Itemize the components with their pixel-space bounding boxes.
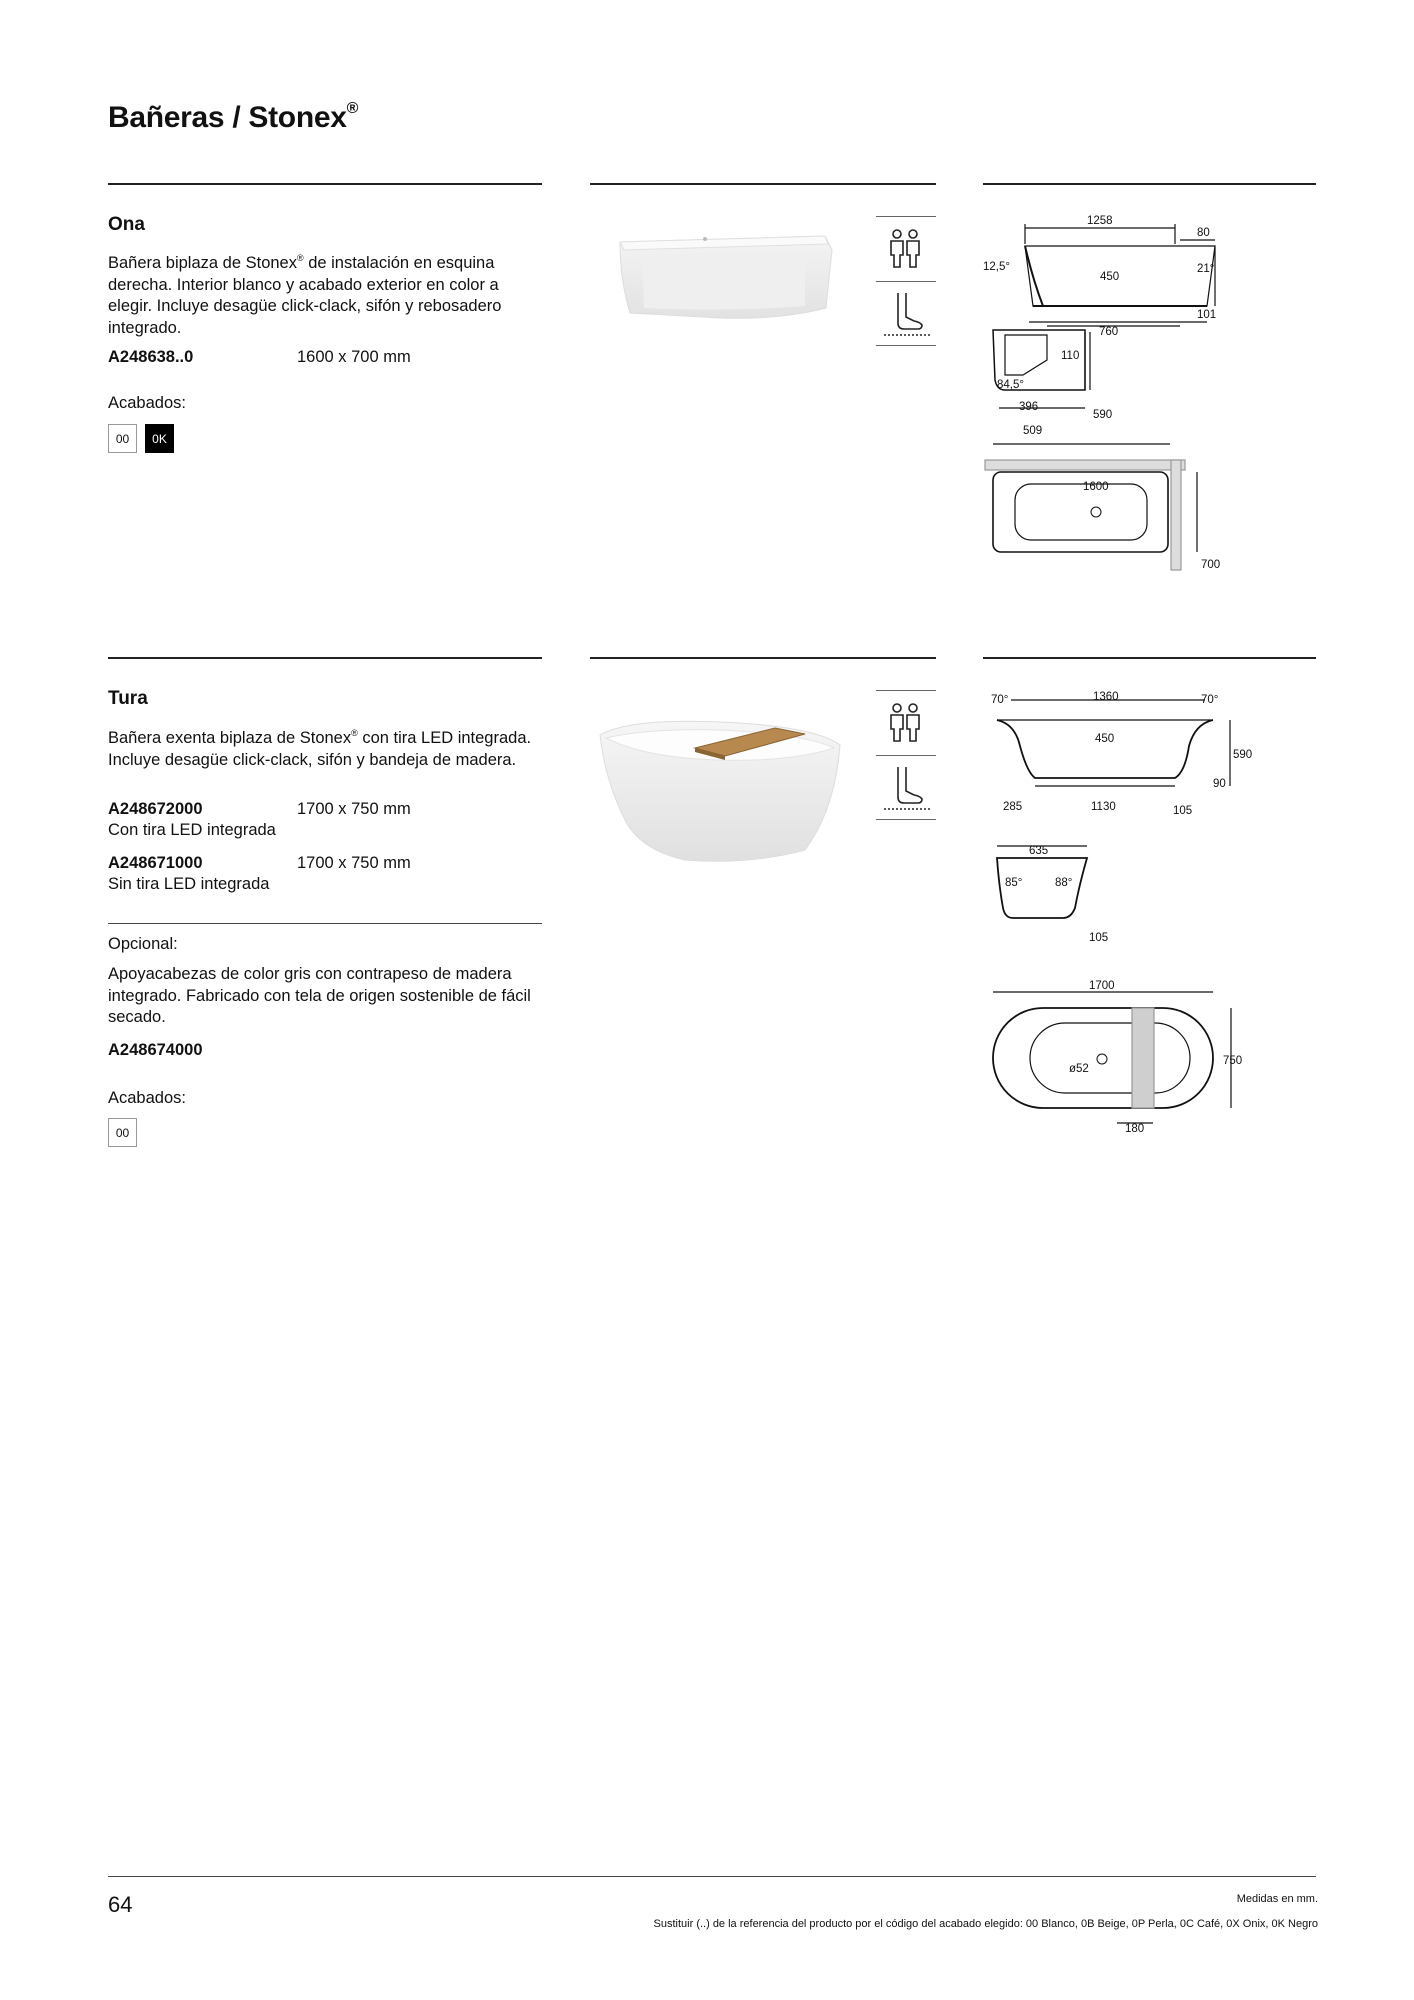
finishes-label: Acabados: [108, 394, 186, 412]
foot-icon [876, 281, 936, 346]
finishes-label: Acabados: [108, 1089, 186, 1107]
product-dimensions: 1700 x 750 mm [297, 800, 411, 818]
tura-technical-drawing [975, 686, 1255, 1146]
dim-label: 1600 [1083, 481, 1109, 493]
page-number: 64 [108, 1892, 133, 1917]
product-dimensions: 1600 x 700 mm [297, 348, 411, 366]
column-rule [590, 657, 936, 659]
dim-label: 85° [1005, 877, 1023, 889]
product-code: A248672000 [108, 800, 203, 818]
dim-label: 1360 [1093, 691, 1119, 703]
dim-label: 590 [1093, 409, 1113, 421]
dim-label: 84,5° [997, 379, 1024, 391]
dim-label: 590 [1233, 749, 1253, 761]
optional-label: Opcional: [108, 935, 178, 953]
ona-bathtub-photo [600, 210, 850, 330]
column-rule [108, 183, 542, 185]
finish-swatch-white: 00 [108, 1118, 137, 1147]
finish-swatch-black: 0K [145, 424, 174, 453]
tura-bathtub-photo [590, 700, 850, 870]
dim-label: 1130 [1091, 801, 1116, 813]
finish-code-note: Sustituir (..) de la referencia del producto por el código del acabado elegido: 00 Blanco, 0B Beige, 0P Perla, 0C Café, 0X Onix, 0K Negro [653, 1918, 1318, 1930]
ona-technical-drawing [975, 210, 1245, 630]
footer-rule [108, 1876, 1316, 1877]
finish-swatch-white: 00 [108, 424, 137, 453]
dim-label: 760 [1099, 326, 1119, 338]
dim-label: 101 [1197, 309, 1217, 321]
dim-label: 1700 [1089, 980, 1115, 992]
column-rule [983, 657, 1316, 659]
dim-label: 396 [1019, 401, 1039, 413]
dim-label: 105 [1173, 805, 1193, 817]
dim-label: 285 [1003, 801, 1023, 813]
dim-label: 80 [1197, 227, 1210, 239]
dim-label: 509 [1023, 425, 1043, 437]
dim-label: 450 [1100, 271, 1120, 283]
dim-label: 450 [1095, 733, 1115, 745]
product-variant: Sin tira LED integrada [108, 875, 270, 893]
dim-label: 70° [991, 694, 1009, 706]
dim-label: 110 [1061, 350, 1080, 362]
product-title-ona: Ona [108, 214, 145, 235]
product-code: A248638..0 [108, 348, 194, 366]
column-rule [590, 183, 936, 185]
optional-description: Apoyacabezas de color gris con contrapeso de madera integrado. Fabricado con tela de origen sostenible de fácil secado. [108, 965, 531, 1026]
dim-label: 635 [1029, 845, 1049, 857]
two-persons-icon [876, 690, 936, 756]
page-title: Bañeras / Stonex® [108, 100, 359, 134]
dim-label: 1258 [1087, 215, 1113, 227]
product-title-tura: Tura [108, 688, 148, 709]
dim-label: 105 [1089, 932, 1109, 944]
section-divider [108, 923, 542, 924]
foot-icon [876, 755, 936, 820]
dim-label: 180 [1125, 1123, 1145, 1135]
optional-code: A248674000 [108, 1041, 203, 1059]
column-rule [108, 657, 542, 659]
dim-label: 750 [1223, 1055, 1243, 1067]
dim-label: 90 [1213, 778, 1226, 790]
product-dimensions: 1700 x 750 mm [297, 854, 411, 872]
column-rule [983, 183, 1316, 185]
dim-label: 21° [1197, 263, 1215, 275]
dim-label: 12,5° [983, 261, 1010, 273]
dim-label: ø52 [1069, 1063, 1089, 1075]
product-description-ona: Bañera biplaza de Stonex® de instalación en esquina derecha. Interior blanco y acabado exterior en color a elegir. Incluye desagüe click-clack, sifón y rebosadero integrado. [108, 253, 502, 337]
product-variant: Con tira LED integrada [108, 821, 276, 839]
dim-label: 70° [1201, 694, 1219, 706]
product-code: A248671000 [108, 854, 203, 872]
dim-label: 88° [1055, 877, 1073, 889]
dim-label: 700 [1201, 559, 1221, 571]
measure-note: Medidas en mm. [1236, 1893, 1318, 1905]
product-description-tura: Bañera exenta biplaza de Stonex® con tira LED integrada. Incluye desagüe click-clack, sifón y bandeja de madera. [108, 728, 532, 769]
two-persons-icon [876, 216, 936, 282]
